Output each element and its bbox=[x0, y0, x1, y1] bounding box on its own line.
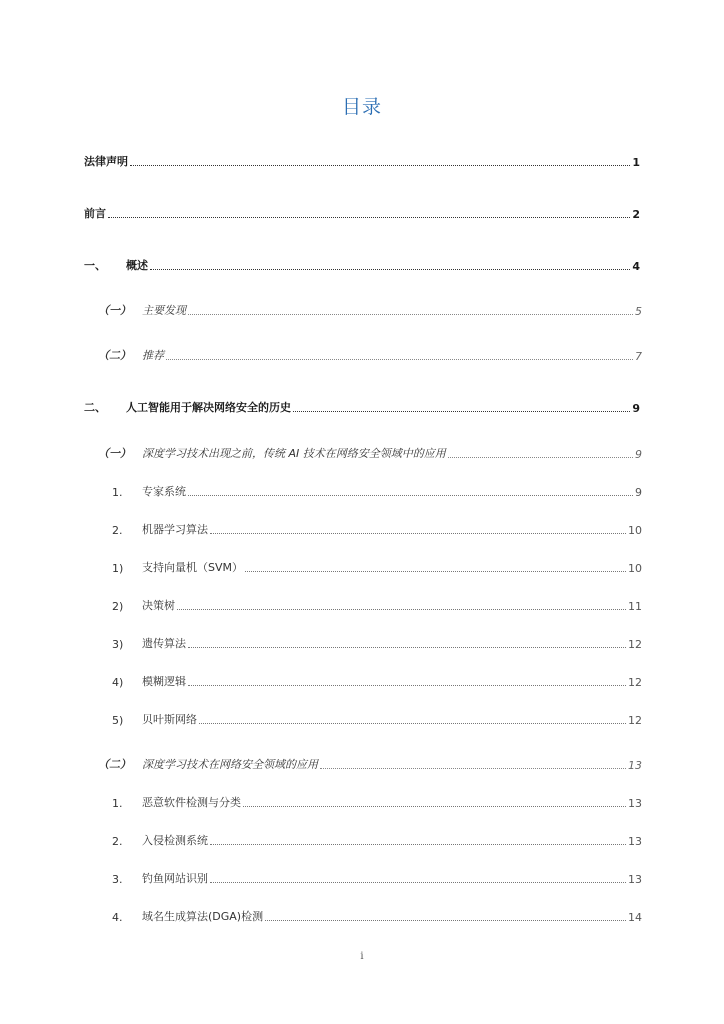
toc-entry-label: 模糊逻辑 bbox=[142, 675, 186, 688]
toc-entry-label: 入侵检测系统 bbox=[142, 834, 208, 847]
toc-page-number: 7 bbox=[635, 350, 642, 363]
toc-entry-overview[interactable] bbox=[84, 257, 640, 273]
toc-page-number: 13 bbox=[628, 873, 642, 886]
toc-entry-expert-systems[interactable] bbox=[112, 483, 642, 499]
toc-entry-number: 二、 bbox=[84, 401, 106, 414]
toc-entry-label: 遗传算法 bbox=[142, 637, 186, 650]
toc-entry-preface[interactable] bbox=[84, 205, 640, 221]
toc-leader bbox=[245, 570, 626, 572]
toc-page-number: 13 bbox=[628, 835, 642, 848]
toc-leader bbox=[188, 313, 633, 315]
toc-entry-label: 法律声明 bbox=[84, 155, 128, 168]
toc-page-number: 1 bbox=[632, 156, 640, 169]
toc-leader bbox=[210, 843, 626, 845]
toc-leader bbox=[448, 456, 633, 458]
toc-page-number: 4 bbox=[632, 260, 640, 273]
toc-entry-findings[interactable] bbox=[98, 302, 642, 318]
toc-entry-label: 推荐 bbox=[142, 349, 164, 362]
toc-entry-decision-tree[interactable] bbox=[112, 597, 642, 613]
toc-page-number: 10 bbox=[628, 562, 642, 575]
toc-page-number: 12 bbox=[628, 638, 642, 651]
toc-entry-traditional-ai[interactable] bbox=[98, 445, 642, 461]
toc-entry-ml-algorithms[interactable] bbox=[112, 521, 642, 537]
toc-page-number: 5 bbox=[635, 305, 642, 318]
toc-leader bbox=[130, 164, 630, 166]
page-footer-number: i bbox=[360, 951, 364, 962]
toc-page-number: 13 bbox=[628, 759, 642, 772]
toc-entry-number: 2. bbox=[112, 835, 123, 848]
toc-entry-number: 5) bbox=[112, 714, 124, 727]
toc-leader bbox=[293, 410, 630, 412]
toc-entry-number: （二） bbox=[98, 758, 131, 771]
toc-leader bbox=[166, 358, 633, 360]
toc-entry-label: 域名生成算法(DGA)检测 bbox=[142, 910, 264, 923]
toc-entry-label: 主要发现 bbox=[142, 304, 186, 317]
toc-leader bbox=[108, 216, 630, 218]
toc-leader bbox=[210, 532, 626, 534]
toc-page-number: 13 bbox=[628, 797, 642, 810]
toc-page-number: 9 bbox=[635, 448, 642, 461]
toc-entry-number: 4. bbox=[112, 911, 123, 924]
toc-leader bbox=[150, 268, 630, 270]
toc-entry-svm[interactable] bbox=[112, 559, 642, 575]
toc-entry-number: 2) bbox=[112, 600, 124, 613]
toc-entry-label: 钓鱼网站识别 bbox=[142, 872, 208, 885]
toc-page-number: 14 bbox=[628, 911, 642, 924]
toc-page-number: 12 bbox=[628, 714, 642, 727]
toc-entry-number: 一、 bbox=[84, 259, 106, 272]
toc-entry-number: 3. bbox=[112, 873, 123, 886]
toc-leader bbox=[243, 805, 626, 807]
toc-entry-intrusion-detection[interactable] bbox=[112, 832, 642, 848]
toc-entry-history[interactable] bbox=[84, 399, 640, 415]
toc-entry-label: 恶意软件检测与分类 bbox=[142, 796, 241, 809]
toc-page-number: 11 bbox=[628, 600, 642, 613]
toc-entry-number: （一） bbox=[98, 304, 131, 317]
toc-entry-label: 支持向量机（SVM） bbox=[142, 561, 243, 574]
toc-entry-deep-learning[interactable] bbox=[98, 756, 642, 772]
toc-entry-number: 4) bbox=[112, 676, 124, 689]
toc-entry-label: 深度学习技术在网络安全领域的应用 bbox=[142, 758, 318, 771]
toc-page-number: 10 bbox=[628, 524, 642, 537]
toc-page-number: 9 bbox=[632, 402, 640, 415]
toc-leader bbox=[199, 722, 626, 724]
toc-leader bbox=[188, 646, 626, 648]
toc-entry-malware-detection[interactable] bbox=[112, 794, 642, 810]
toc-entry-number: 1. bbox=[112, 486, 123, 499]
toc-entry-number: 1. bbox=[112, 797, 123, 810]
toc-entry-fuzzy-logic[interactable] bbox=[112, 673, 642, 689]
toc-entry-phishing[interactable] bbox=[112, 870, 642, 886]
toc-leader bbox=[188, 684, 626, 686]
toc-entry-label: 深度学习技术出现之前，传统 AI 技术在网络安全领域中的应用 bbox=[142, 447, 446, 460]
toc-entry-label: 概述 bbox=[126, 259, 148, 272]
toc-page-number: 9 bbox=[635, 486, 642, 499]
toc-entry-recommendations[interactable] bbox=[98, 347, 642, 363]
toc-leader bbox=[265, 919, 626, 921]
toc-title: 目录 bbox=[341, 96, 382, 118]
toc-entry-label: 决策树 bbox=[142, 599, 175, 612]
toc-entry-bayesian-network[interactable] bbox=[112, 711, 642, 727]
toc-entry-number: （二） bbox=[98, 349, 131, 362]
toc-entry-label: 机器学习算法 bbox=[142, 523, 208, 536]
toc-entry-number: 3) bbox=[112, 638, 124, 651]
toc-entry-number: 1) bbox=[112, 562, 124, 575]
toc-entry-legal[interactable] bbox=[84, 153, 640, 169]
toc-page-number: 12 bbox=[628, 676, 642, 689]
toc-entry-genetic-algorithm[interactable] bbox=[112, 635, 642, 651]
toc-page-number: 2 bbox=[632, 208, 640, 221]
toc-entry-number: 2. bbox=[112, 524, 123, 537]
toc-leader bbox=[320, 767, 626, 769]
toc-entry-label: 专家系统 bbox=[142, 485, 186, 498]
toc-entry-dga-detection[interactable] bbox=[112, 908, 642, 924]
toc-entry-number: （一） bbox=[98, 447, 131, 460]
toc-entry-label: 人工智能用于解决网络安全的历史 bbox=[126, 401, 291, 414]
toc-leader bbox=[210, 881, 626, 883]
toc-entry-label: 前言 bbox=[84, 207, 106, 220]
toc-leader bbox=[177, 608, 626, 610]
toc-leader bbox=[188, 494, 633, 496]
toc-entry-label: 贝叶斯网络 bbox=[142, 713, 197, 726]
